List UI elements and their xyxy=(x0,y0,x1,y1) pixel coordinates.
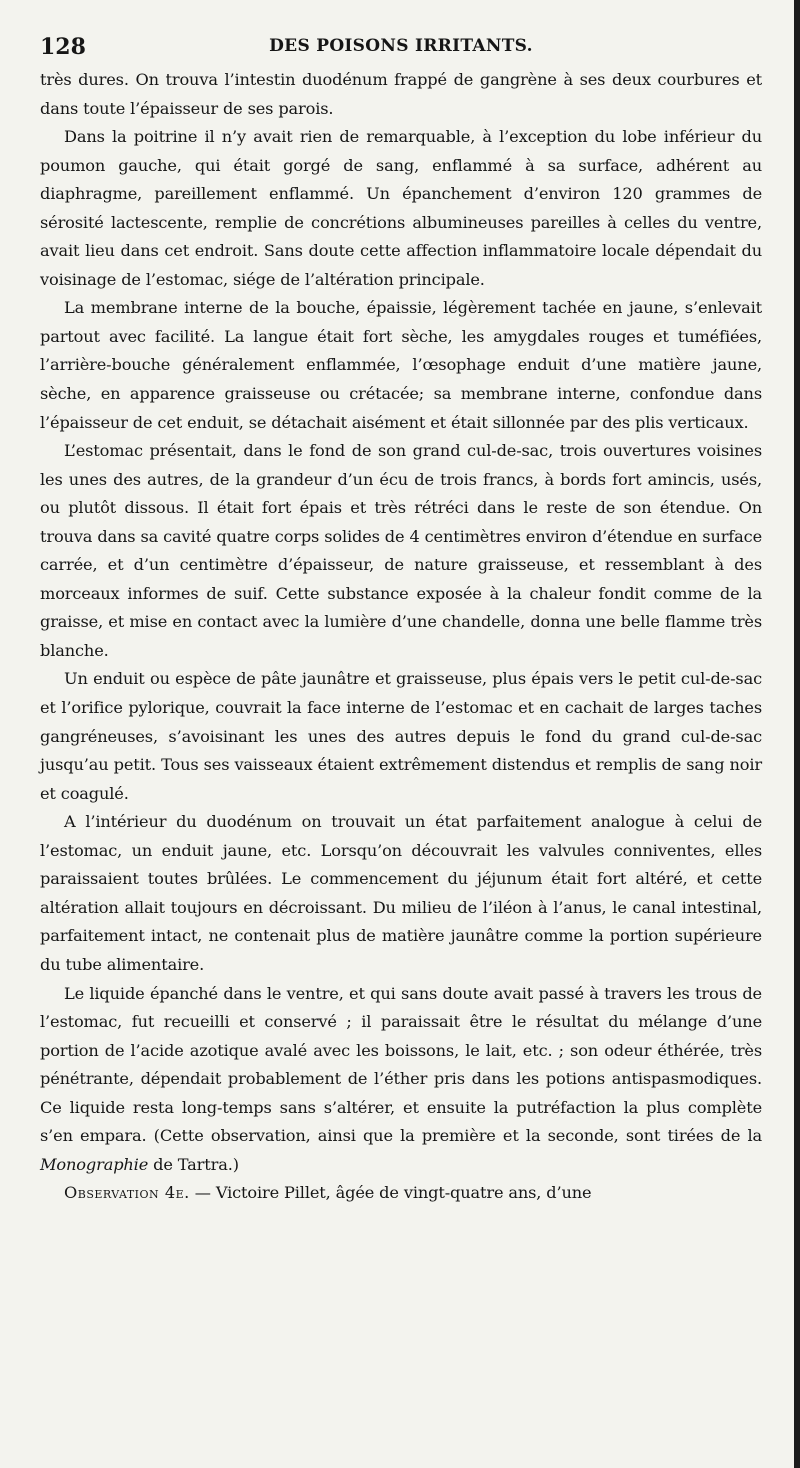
observation-paragraph xyxy=(40,1179,762,1208)
book-page xyxy=(40,26,762,1208)
paragraph: Un enduit ou espèce de pâte jaunâtre et graisseuse, plus épais vers le petit cul-de-sac et l’orifice pylorique, couvrait la face interne de l’estomac et en cachait de larges taches gangréneuses, s’avoisinant les unes des autres depuis le fond du grand cul-de-sac jusqu’au petit. Tous ses vaisseaux étaient extrêmement distendus et remplis de sang noir et coagulé. xyxy=(40,669,762,803)
observation-text: — Victoire Pillet, âgée de vingt-quatre ans, d’une xyxy=(194,1183,592,1203)
page-number: 128 xyxy=(40,34,86,60)
paragraph: La membrane interne de la bouche, épaissie, légèrement tachée en jaune, s’enlevait partout avec facilité. La langue était fort sèche, les amygdales rouges et tuméfiées, l’arrière-bouche généralement enflammée, l’œsophage enduit d’une matière jaune, sèche, en apparence graisseuse ou crétacée; sa membrane interne, confondue dans l’épaisseur de cet enduit, se détachait aisément et était sillonnée par des plis verticaux. xyxy=(40,298,762,432)
paragraph: Dans la poitrine il n’y avait rien de remarquable, à l’exception du lobe inférieur du poumon gauche, qui était gorgé de sang, enflammé à sa surface, adhérent au diaphragme, pareillement enflammé. Un épanchement d’environ 120 grammes de sérosité lactescente, remplie de concrétions albumineuses pareilles à celles du ventre, avait lieu dans cet endroit. Sans doute cette affection inflammatoire locale dépendait du voisinage de l’estomac, siége de l’altération principale. xyxy=(40,127,762,289)
paragraph: très dures. On trouva l’intestin duodénum frappé de gangrène à ses deux courbures et dans toute l’épaisseur de ses parois. xyxy=(40,70,762,118)
observation-label: Observation 4e. xyxy=(64,1183,190,1203)
scan-edge xyxy=(794,0,800,1468)
paragraph: L’estomac présentait, dans le fond de son grand cul-de-sac, trois ouvertures voisines les unes des autres, de la grandeur d’un écu de trois francs, à bords fort amincis, usés, ou plutôt dissous. Il était fort épais et très rétréci dans le reste de son étendue. On trouva dans sa cavité quatre corps solides de 4 centimètres environ d’étendue en surface carrée, et d’un centimètre d’épaisseur, de nature graisseuse, et ressemblant à des morceaux informes de suif. Cette substance exposée à la chaleur fondit comme de la graisse, et mise en contact avec la lumière d’une chandelle, donna une belle flamme très blanche. xyxy=(40,441,762,660)
last-paragraph-end: de Tartra.) xyxy=(153,1154,239,1174)
running-title: DES POISONS IRRITANTS. xyxy=(269,36,533,56)
monographie-title: Monographie xyxy=(40,1154,149,1174)
paragraph: A l’intérieur du duodénum on trouvait un état parfaitement analogue à celui de l’estomac, un enduit jaune, etc. Lorsqu’on découvrait les valvules conniventes, elles paraissaient toutes brûlées. Le commencement du jéjunum était fort altéré, et cette altération allait toujours en décroissant. Du milieu de l’iléon à l’anus, le canal intestinal, parfaitement intact, ne contenait plus de matière jaunâtre comme la portion supérieure du tube alimentaire. xyxy=(40,812,762,974)
last-paragraph-text: Le liquide épanché dans le ventre, et qui sans doute avait passé à travers les trous de l’estomac, fut recueilli et conservé ; il paraissait être le résultat du mélange d’une portion de l’acide azotique avalé avec les boissons, le lait, etc. ; son odeur éthérée, très pénétrante, dépendait probablement de l’éther pris dans les potions antispasmodiques. Ce liquide resta long-temps sans s’altérer, et ensuite la putréfaction la plus complète s’en empara. (Cette observation, ainsi que la première et la seconde, sont tirées de la xyxy=(40,983,762,1146)
body-text xyxy=(40,66,762,1208)
paragraph-last xyxy=(40,980,762,1180)
page-header xyxy=(40,26,762,66)
